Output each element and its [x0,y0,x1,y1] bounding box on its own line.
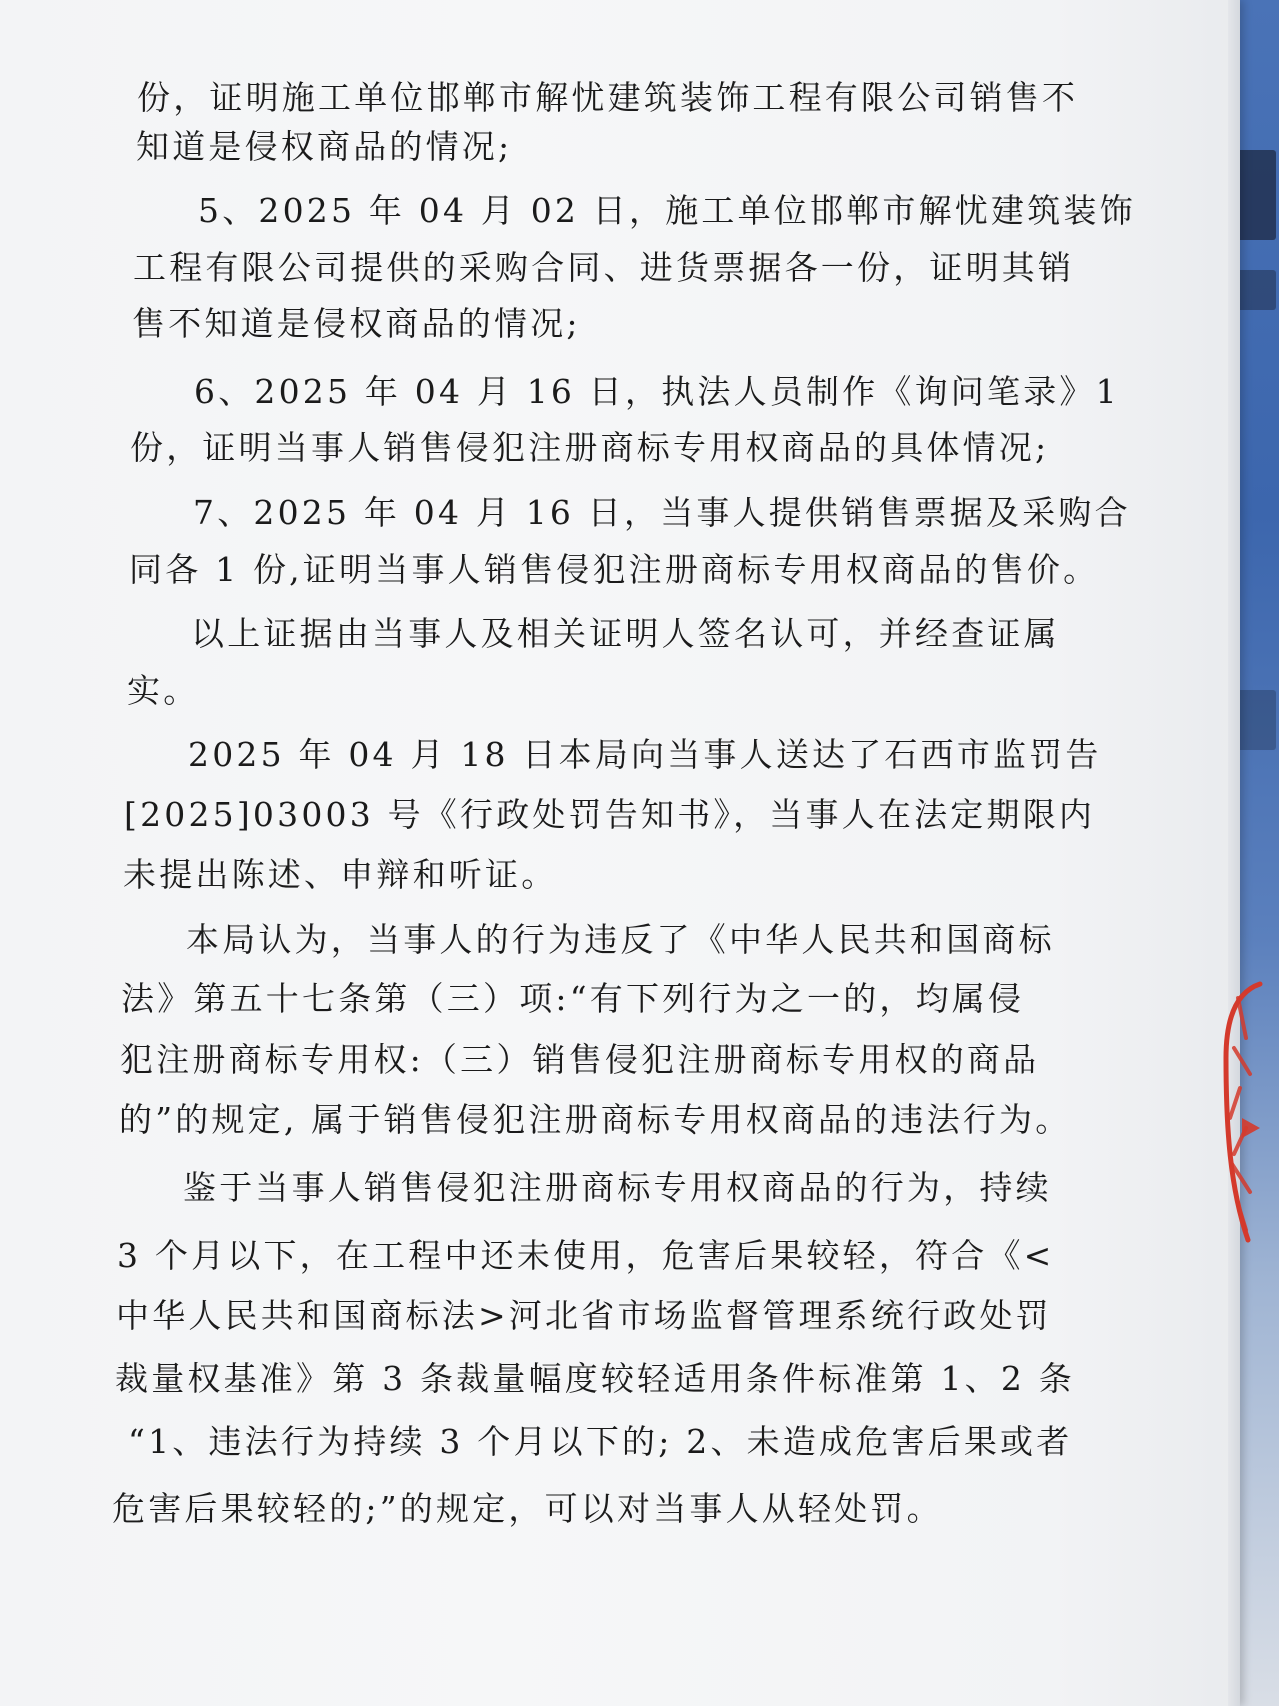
text-line: 份，证明当事人销售侵犯注册商标专用权商品的具体情况; [130,428,1050,467]
text-line: 的”的规定, 属于销售侵犯注册商标专用权商品的违法行为。 [119,1100,1072,1139]
text-line: 实。 [127,671,200,710]
text-line: 份，证明施工单位邯郸市解忧建筑装饰工程有限公司销售不 [137,78,1079,117]
text-line: 6、2025 年 04 月 16 日，执法人员制作《询问笔录》1 [194,372,1120,411]
red-seal-fragment [1216,978,1276,1248]
text-line: 以上证据由当事人及相关证明人签名认可，并经查证属 [191,614,1060,653]
text-line: 售不知道是侵权商品的情况; [132,304,581,343]
text-line: 中华人民共和国商标法>河北省市场监督管理系统行政处罚 [116,1296,1052,1335]
text-line: 5、2025 年 04 月 02 日，施工单位邯郸市解忧建筑装饰 [198,191,1136,230]
text-line: 未提出陈述、申辩和听证。 [123,855,558,894]
text-line: 7、2025 年 04 月 16 日，当事人提供销售票据及采购合 [193,493,1131,532]
page-edge [1228,0,1240,1706]
text-line: 裁量权基准》第 3 条裁量幅度较轻适用条件标准第 1、2 条 [115,1359,1075,1398]
text-line: 鉴于当事人销售侵犯注册商标专用权商品的行为，持续 [183,1168,1052,1207]
text-line: “1、违法行为持续 3 个月以下的; 2、未造成危害后果或者 [128,1422,1073,1461]
text-line: 犯注册商标专用权:（三）销售侵犯注册商标专用权的商品 [120,1040,1040,1079]
text-line: 知道是侵权商品的情况; [136,127,513,166]
background-print-mark [1236,150,1276,240]
text-line: 本局认为，当事人的行为违反了《中华人民共和国商标 [186,920,1055,959]
text-line: [2025]03003 号《行政处罚告知书》，当事人在法定期限内 [124,795,1096,834]
text-line: 危害后果较轻的;”的规定，可以对当事人从轻处罚。 [112,1489,943,1528]
text-line: 法》第五十七条第（三）项:“有下列行为之一的，均属侵 [121,979,1025,1018]
text-line: 同各 1 份,证明当事人销售侵犯注册商标专用权商品的售价。 [129,550,1100,589]
text-line: 2025 年 04 月 18 日本局向当事人送达了石西市监罚告 [188,735,1102,774]
background-print-mark [1236,690,1276,750]
background-print-mark [1236,270,1276,310]
text-line: 3 个月以下，在工程中还未使用，危害后果较轻，符合《< [117,1236,1055,1275]
text-line: 工程有限公司提供的采购合同、进货票据各一份，证明其销 [133,248,1075,287]
